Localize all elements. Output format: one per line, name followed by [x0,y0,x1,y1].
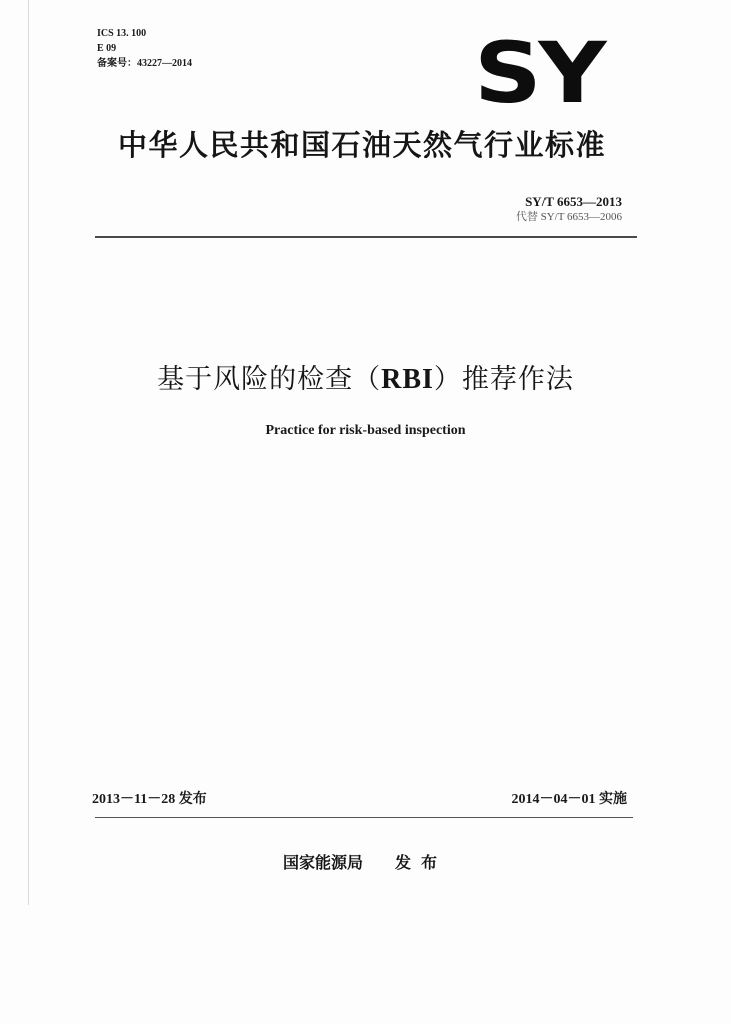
document-subtitle-english: Practice for risk-based inspection [265,423,466,438]
sy-logo: SY [474,24,604,122]
issuer-organization: 国家能源局 [283,853,364,872]
header-divider [95,236,637,238]
footer-divider [95,817,633,818]
document-title-suffix: ）推荐作法 [433,364,574,395]
document-title-prefix: 基于风险的检查（ [157,364,382,395]
record-number: 备案号：43227—2014 [97,58,192,69]
classification-block [97,26,192,71]
category-code: E 09 [97,43,117,54]
document-title [0,362,731,398]
scan-edge-line [28,0,29,905]
standard-category-title: 中华人民共和国石油天然气行业标准 [118,128,607,162]
ics-code: ICS 13. 100 [97,28,147,39]
replaces-standard: 代替 SY/T 6653—2006 [515,211,622,223]
issuer-action: 发布 [395,853,448,872]
issuer-line [283,852,447,874]
standard-number: SY/T 6653—2013 [525,194,622,209]
publish-date: 2013－11－28 发布 [92,792,207,807]
standard-code-block [516,193,622,225]
implement-date: 2014－04－01 实施 [511,792,627,807]
document-title-abbr: RBI [381,364,434,395]
